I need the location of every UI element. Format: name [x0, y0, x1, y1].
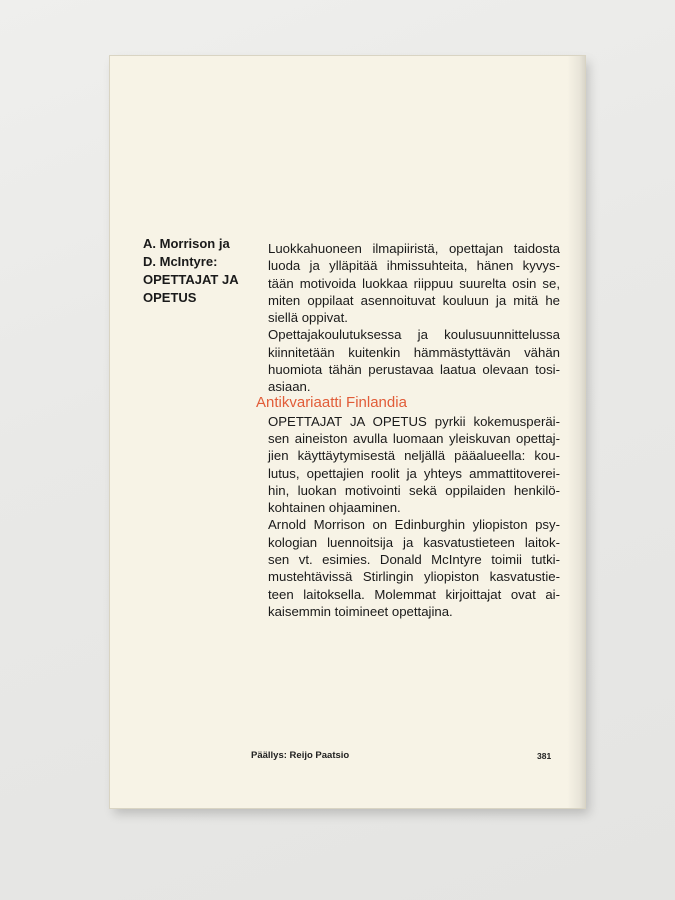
blurb-line: kiinnitetään kuitenkin hämmästyttävän vähän [268, 344, 560, 360]
book-back-cover [110, 56, 585, 808]
blurb-line: Arnold Morrison on Edinburghin yliopiston psy- [268, 517, 560, 533]
series-number: 381 [537, 751, 552, 761]
blurb-line: mustehtävissä Stirlingin yliopiston kasvatustie- [268, 569, 560, 585]
title-line-2: OPETUS [143, 290, 197, 305]
blurb-line: miten oppilaat asennoituvat kouluun ja mitä he [268, 292, 560, 308]
blurb-line: tään motivoida luokkaa riippuu suurelta osin se, [268, 275, 560, 291]
title-line-1: OPETTAJAT JA [143, 272, 239, 287]
cover-credit: Päällys: Reijo Paatsio [251, 750, 350, 761]
blurb-line: luoda ja ylläpitää ihmissuhteita, hänen kyvys- [268, 258, 560, 274]
blurb-line: lutus, opettajien roolit ja yhteys ammattitoverei- [268, 465, 560, 481]
blurb-line: Luokkahuoneen ilmapiiristä, opettajan taidosta [268, 241, 560, 256]
blurb-line: siellä oppivat. [268, 310, 348, 326]
author-line-2: D. McIntyre: [143, 254, 218, 269]
blurb-line: kohtainen ohjaaminen. [268, 500, 401, 516]
blurb-line: jien käyttäytymisestä neljällä pääalueella: kou- [268, 448, 560, 464]
blurb-line: huomiota tähän perustavaa laatua olevaan tosi- [268, 362, 560, 378]
blurb-line: OPETTAJAT JA OPETUS pyrkii kokemusperäi- [268, 413, 560, 429]
seller-watermark: Antikvariaatti Finlandia [256, 394, 407, 411]
author-line-1: A. Morrison ja [143, 236, 230, 251]
blurb-line: hin, luokan motivointi sekä oppilaiden henkilö- [268, 482, 560, 498]
blurb-line: asiaan. [268, 379, 311, 395]
blurb-text [268, 240, 560, 620]
cover-edge-shadow [567, 56, 585, 808]
blurb-line: kaisemmin toimineet opettajina. [268, 603, 453, 619]
blurb-line: kologian luennoitsija ja kasvatustieteen laitok- [268, 534, 560, 550]
blurb-line: teen laitoksella. Molemmat kirjoittajat ovat ai- [268, 586, 560, 602]
blurb-line: Opettajakoulutuksessa ja koulusuunnittelussa [268, 327, 560, 343]
blurb-line: sen aineiston avulla luomaan yleiskuvan opettaj- [268, 430, 560, 446]
author-title-block [143, 235, 278, 307]
blurb-line: sen vt. esimies. Donald McIntyre toimii tutki- [268, 552, 560, 568]
